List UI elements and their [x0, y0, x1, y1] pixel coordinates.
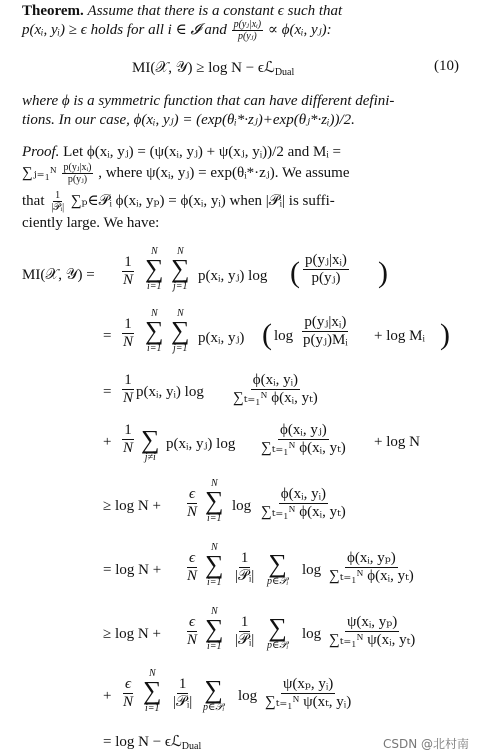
frac-1-over-card	[233, 614, 256, 649]
derivation-row-5	[0, 478, 481, 538]
sum-lower: p∈𝒫ᵢ	[267, 576, 289, 587]
frac-num: ϕ(xᵢ, yⱼ)	[279, 422, 327, 438]
frac-den: N	[187, 568, 198, 584]
sigma-icon: ∑	[205, 614, 224, 643]
theorem-after-1: where ϕ is a symmetric function that can have different defini-	[22, 93, 395, 109]
sum-lower: i=1	[145, 703, 160, 714]
left-paren-icon: (	[290, 256, 300, 289]
sum-upper: N	[150, 308, 158, 319]
sigma-icon: ∑	[143, 676, 162, 705]
frac-den: ∑ₜ₌₁ᴺ ϕ(xᵢ, yₜ)	[261, 504, 346, 520]
frac-1-over-card	[171, 676, 194, 711]
term: p(xᵢ, yⱼ) log	[198, 268, 268, 284]
sum-upper: N	[210, 478, 218, 489]
frac-num: 1	[124, 254, 132, 270]
fraction	[259, 422, 348, 457]
sum-lower: j=1	[173, 343, 188, 354]
sum-upper: N	[210, 606, 218, 617]
theorem-fraction-den: p(yⱼ)	[237, 31, 257, 42]
frac-num: ϵ	[188, 550, 196, 566]
sigma-icon: ∑	[141, 425, 160, 454]
frac-den: N	[123, 390, 134, 406]
sum-p	[267, 613, 289, 651]
log: log	[302, 562, 322, 578]
derivation-row-1	[0, 246, 481, 306]
right-paren-icon: )	[378, 256, 388, 289]
theorem-line-2	[22, 19, 462, 42]
sigma-icon: ∑	[205, 550, 224, 579]
final-result-body: = log N − ϵℒ	[103, 734, 182, 750]
frac-num: 1	[124, 372, 132, 388]
sigma-icon: ∑	[145, 254, 164, 283]
sum-lower: j=1	[173, 281, 188, 292]
frac-den: N	[123, 272, 134, 288]
right-paren-icon: )	[440, 318, 450, 351]
sigma-icon: ∑	[268, 613, 287, 642]
frac-num: ψ(xᵢ, yₚ)	[346, 614, 398, 630]
proof-text-1: Let ϕ(xᵢ, yⱼ) = (ψ(xᵢ, yⱼ) + ψ(xⱼ, yᵢ))/2 and Mᵢ =	[63, 144, 341, 160]
derivation-row-8	[0, 668, 481, 728]
term: p(xᵢ, yⱼ) log	[166, 436, 236, 452]
frac-num: ψ(xₚ, yᵢ)	[282, 676, 334, 692]
proof-line-4: ciently large. We have:	[22, 215, 160, 231]
frac-num: ϕ(xᵢ, yₚ)	[346, 550, 396, 566]
frac-num: 1	[178, 676, 187, 692]
sum-lower: j≠i	[144, 452, 156, 463]
frac-num: 1	[124, 316, 132, 332]
frac-eps-over-N	[185, 486, 199, 521]
fraction	[259, 486, 348, 521]
theorem-equation-body: MI(𝒳, 𝒴) ≥ log N − ϵℒ	[132, 60, 275, 76]
sum-upper: N	[148, 668, 156, 679]
term: p(xᵢ, yᵢ) log	[136, 384, 204, 400]
proof-fraction-1	[62, 162, 94, 185]
proof-text-2a: ∑ⱼ₌₁ᴺ	[22, 164, 57, 181]
fraction	[327, 614, 417, 649]
theorem-text-2a: p(xᵢ, yᵢ) ≥ ϵ holds for all i ∈ 𝓘 and	[22, 21, 227, 38]
sigma-icon: ∑	[204, 675, 223, 704]
proof-line-1	[22, 143, 462, 162]
frac-den: ∑ₜ₌₁ᴺ ϕ(xᵢ, yₜ)	[329, 568, 414, 584]
proof-fraction-1-den: p(yⱼ)	[67, 174, 88, 185]
frac-den: N	[123, 440, 134, 456]
sum-upper: N	[150, 246, 158, 257]
frac-den: ∑ₜ₌₁ᴺ ϕ(xᵢ, yₜ)	[261, 440, 346, 456]
proof-text-3a: that	[22, 192, 45, 209]
frac-den: ∑ₜ₌₁ᴺ ψ(xₜ, yᵢ)	[265, 694, 352, 710]
sum-p	[203, 675, 225, 713]
row-lhs: ≥ log N +	[103, 626, 161, 642]
frac-num: ϵ	[188, 614, 196, 630]
proof-fraction-1-num: p(yⱼ|xᵢ)	[63, 162, 92, 173]
sum-i	[205, 606, 224, 652]
proof-fraction-2-num: 1	[55, 190, 61, 201]
frac-den: p(yⱼ)	[311, 270, 341, 286]
theorem-after-2: tions. In our case, ϕ(xᵢ, yⱼ) = (exp(θᵢ*·zⱼ)+exp(θⱼ*·zᵢ))/2.	[22, 112, 355, 128]
sum-j	[171, 308, 190, 354]
frac-num: ϵ	[188, 486, 196, 502]
sum-i	[205, 542, 224, 588]
theorem-fraction	[232, 19, 264, 42]
fraction	[231, 372, 320, 407]
term-tail: + log Mᵢ	[374, 328, 425, 344]
frac-eps-over-N	[185, 550, 199, 585]
sum-j-neq-i	[141, 425, 160, 463]
sum-lower: i=1	[147, 281, 162, 292]
sum-upper: N	[176, 246, 184, 257]
log: log	[274, 328, 294, 344]
frac-den: |𝒫ᵢ|	[235, 632, 255, 648]
sigma-icon: ∑	[205, 486, 224, 515]
sigma-icon: ∑	[171, 254, 190, 283]
frac-den: ∑ₜ₌₁ᴺ ϕ(xᵢ, yₜ)	[233, 390, 318, 406]
proof-line-3	[22, 190, 462, 213]
sum-i	[205, 478, 224, 524]
sum-upper: N	[210, 542, 218, 553]
sum-lower: i=1	[147, 343, 162, 354]
theorem-label: Theorem.	[22, 3, 84, 19]
equation-number: (10)	[434, 58, 459, 74]
sigma-icon: ∑	[171, 316, 190, 345]
frac-num: p(yⱼ|xᵢ)	[305, 252, 347, 268]
derivation-row-7	[0, 606, 481, 666]
sigma-icon: ∑	[145, 316, 164, 345]
watermark: CSDN @北村南	[382, 737, 469, 751]
derivation-row-2	[0, 308, 481, 368]
proof-text-2b: , where ψ(xᵢ, yⱼ) = exp(θᵢ*·zⱼ). We assume	[98, 164, 350, 181]
derivation-row-6	[0, 542, 481, 602]
fraction	[301, 314, 350, 349]
theorem-text-1: Assume that there is a constant ϵ such that	[87, 3, 343, 19]
derivation-row-3	[0, 372, 481, 420]
sum-i	[145, 246, 164, 292]
sum-i	[143, 668, 162, 714]
frac-num: ϕ(xᵢ, yᵢ)	[280, 486, 327, 502]
frac-1-over-N	[121, 372, 135, 407]
fraction	[263, 676, 353, 711]
equals-sign: =	[103, 328, 112, 344]
sum-lower: p∈𝒫ᵢ	[267, 640, 289, 651]
proof-fraction-2	[49, 190, 66, 213]
sum-lower: p∈𝒫ᵢ	[203, 702, 225, 713]
frac-den: |𝒫ᵢ|	[173, 694, 193, 710]
frac-den: p(yⱼ)Mᵢ	[303, 332, 348, 348]
frac-1-over-N	[121, 254, 135, 289]
theorem-equation-sub: Dual	[274, 67, 295, 78]
frac-num: ϕ(xᵢ, yᵢ)	[252, 372, 299, 388]
proof-fraction-2-den: |𝒫ᵢ|	[51, 202, 65, 213]
proof-label: Proof.	[22, 144, 60, 160]
sum-upper: N	[176, 308, 184, 319]
fraction	[303, 252, 349, 287]
log: log	[232, 498, 252, 514]
term: p(xᵢ, yⱼ)	[198, 330, 245, 346]
frac-den: N	[187, 632, 198, 648]
sum-lower: i=1	[207, 577, 222, 588]
fraction	[327, 550, 416, 585]
frac-1-over-card	[233, 550, 256, 585]
final-result-sub: Dual	[181, 741, 202, 752]
frac-eps-over-N	[121, 676, 135, 711]
sum-p	[267, 549, 289, 587]
sum-i	[145, 308, 164, 354]
theorem-fraction-num: p(yⱼ|xᵢ)	[233, 19, 262, 30]
frac-num: 1	[124, 422, 132, 438]
log: log	[302, 626, 322, 642]
proof-line-2	[22, 162, 462, 185]
frac-num: 1	[240, 614, 249, 630]
frac-num: ϵ	[124, 676, 132, 692]
plus-sign: +	[103, 434, 112, 450]
theorem-text-2b: ∝ ϕ(xᵢ, yⱼ):	[267, 21, 332, 38]
frac-1-over-N	[121, 422, 135, 457]
frac-den: N	[187, 504, 198, 520]
frac-den: N	[123, 694, 134, 710]
sum-lower: i=1	[207, 513, 222, 524]
sum-lower: i=1	[207, 641, 222, 652]
equals-sign: =	[103, 384, 112, 400]
derivation-row-4	[0, 422, 481, 478]
proof-text-3b: ∑ₚ∈𝒫ᵢ ϕ(xᵢ, yₚ) = ϕ(xᵢ, yᵢ) when |𝒫ᵢ| is suffi-	[70, 192, 335, 209]
plus-sign: +	[103, 688, 112, 704]
row-lhs: ≥ log N +	[103, 498, 161, 514]
term-tail: + log N	[374, 434, 420, 450]
frac-den: |𝒫ᵢ|	[235, 568, 255, 584]
derivation-lhs: MI(𝒳, 𝒴) =	[22, 267, 95, 283]
final-result	[103, 732, 201, 752]
frac-1-over-N	[121, 316, 135, 351]
row-lhs: = log N +	[103, 562, 162, 578]
sum-j	[171, 246, 190, 292]
left-paren-icon: (	[262, 318, 272, 351]
sigma-icon: ∑	[268, 549, 287, 578]
frac-num: 1	[240, 550, 249, 566]
frac-den: N	[123, 334, 134, 350]
frac-eps-over-N	[185, 614, 199, 649]
frac-den: ∑ₜ₌₁ᴺ ψ(xᵢ, yₜ)	[329, 632, 416, 648]
log: log	[238, 688, 258, 704]
frac-num: p(yⱼ|xᵢ)	[304, 314, 347, 330]
